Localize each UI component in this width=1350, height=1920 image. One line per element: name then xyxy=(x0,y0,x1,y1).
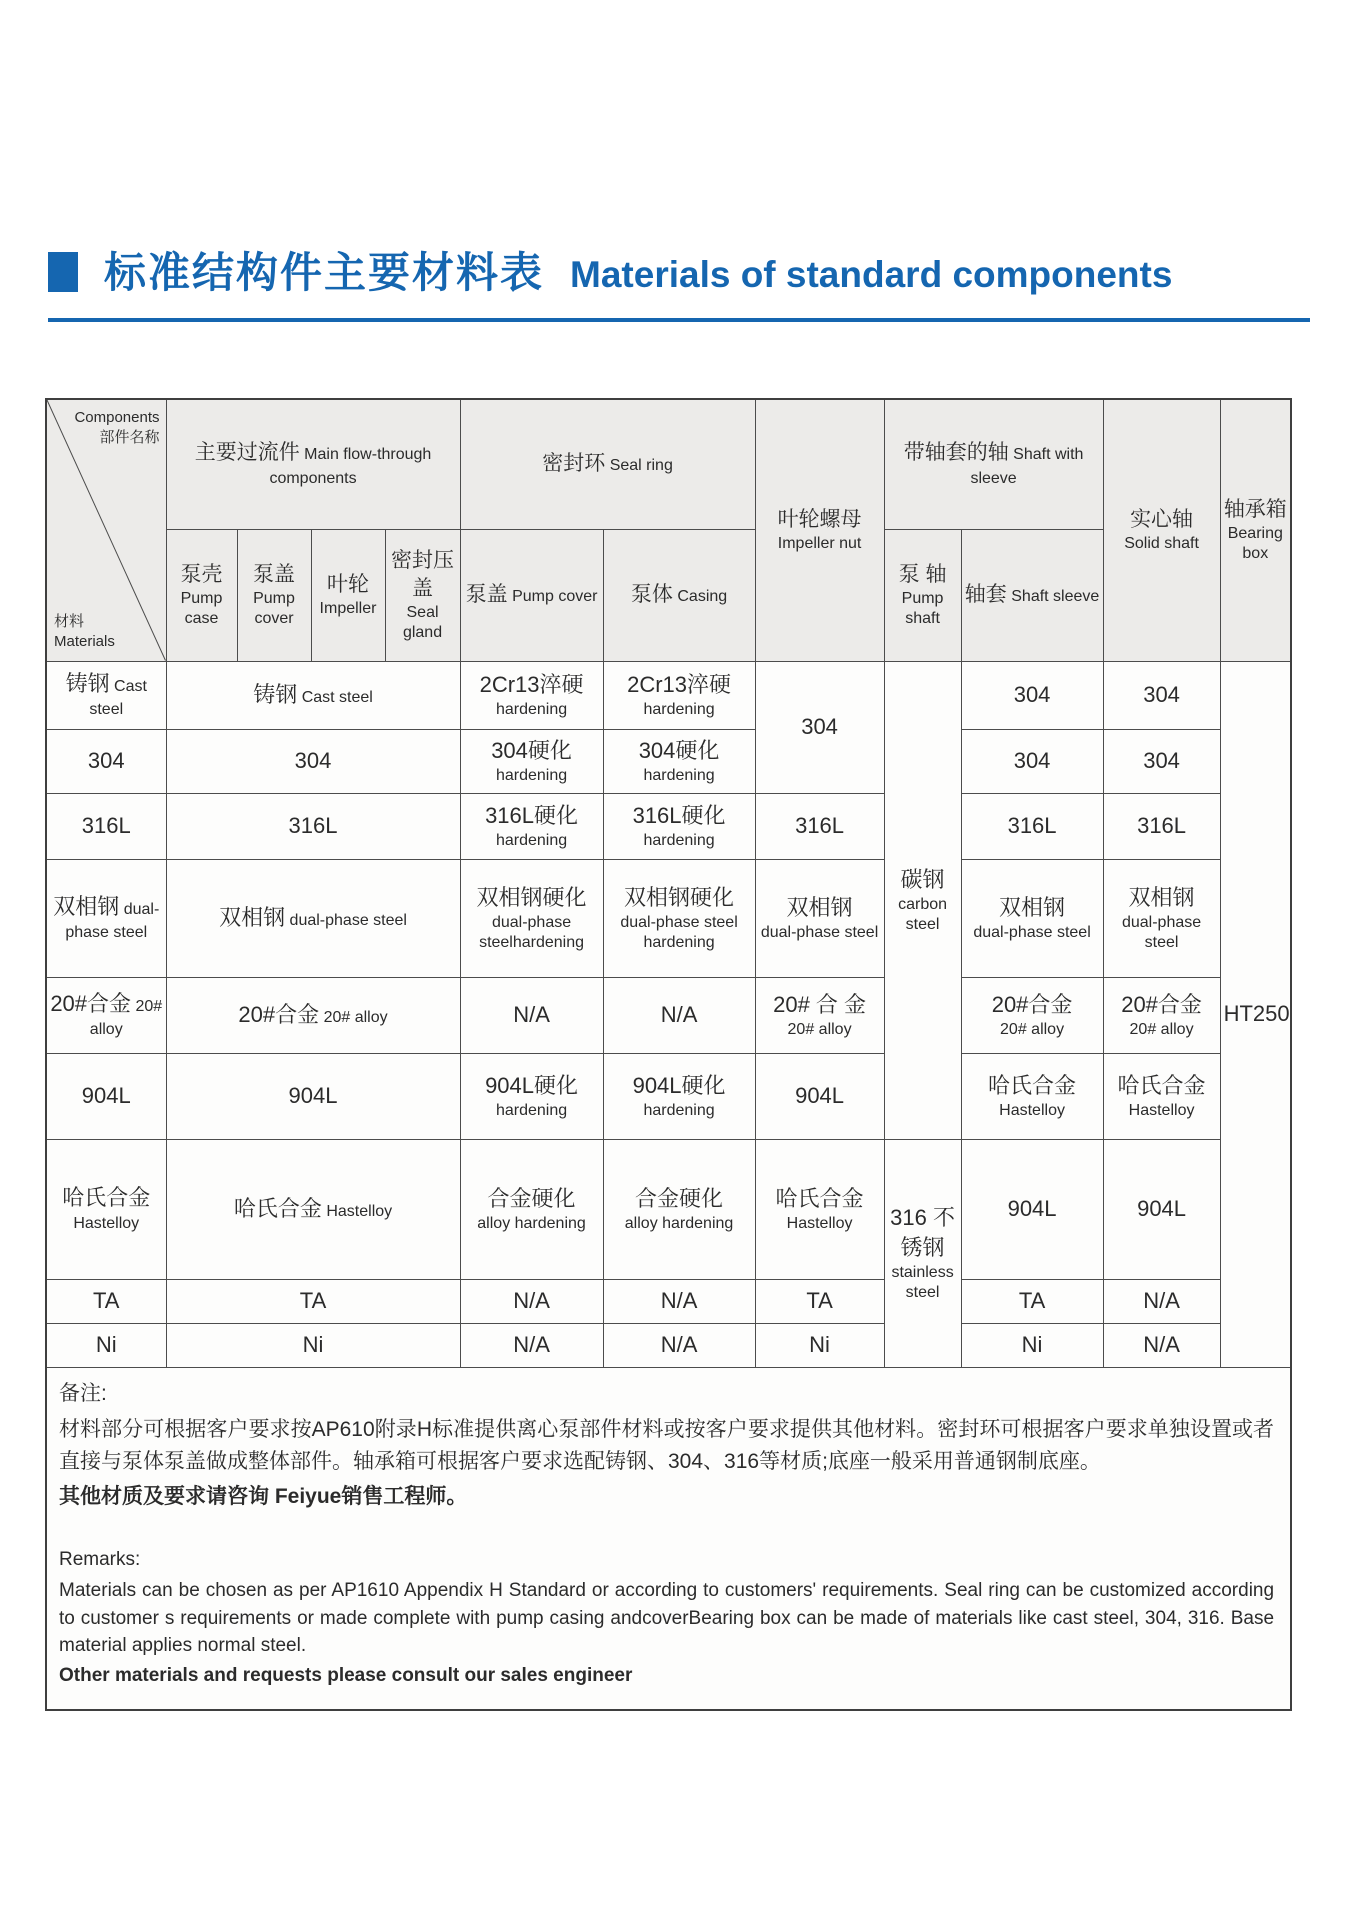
cell-sleeve: TA xyxy=(961,1279,1103,1323)
page-title xyxy=(48,249,1173,296)
cell-sleeve: 双相钢 dual-phase steel xyxy=(961,859,1103,977)
cell-impeller-nut: 20# 合 金 20# alloy xyxy=(755,977,884,1053)
group-seal-ring: 密封环 Seal ring xyxy=(460,399,755,529)
table-row xyxy=(46,859,1291,977)
cell-sleeve: 904L xyxy=(961,1139,1103,1279)
remarks-section xyxy=(46,1367,1291,1710)
table-row xyxy=(46,1279,1291,1323)
cell-impeller-nut: 双相钢 dual-phase steel xyxy=(755,859,884,977)
cell-material: 904L xyxy=(46,1053,166,1139)
cell-impeller-nut: 904L xyxy=(755,1053,884,1139)
remarks-body-cn: 材料部分可根据客户要求按AP610附录H标准提供离心泵部件材料或按客户要求提供其他材料。密封环可根据客户要求单独设置或者直接与泵体泵盖做成整体部件。轴承箱可根据客户要求选配铸钢、304、316等材质;底座一般采用普通钢制底座。 xyxy=(59,1417,1275,1474)
cell-impeller-nut: TA xyxy=(755,1279,884,1323)
cell-seal-cover: 合金硬化 alloy hardening xyxy=(460,1139,603,1279)
sub-seal-ring-casing: 泵体 Casing xyxy=(603,529,755,661)
cell-seal-cover: N/A xyxy=(460,1323,603,1367)
group-solid-shaft: 实心轴 Solid shaft xyxy=(1103,399,1220,661)
title-bullet-icon xyxy=(48,252,78,292)
title-underline xyxy=(48,318,1310,322)
sub-pump-shaft: 泵 轴 Pump shaft xyxy=(884,529,961,661)
cell-impeller-nut-merged: 304 xyxy=(755,661,884,793)
cell-seal-cover: 双相钢硬化 dual-phase steelhardening xyxy=(460,859,603,977)
cell-seal-cover: 304硬化 hardening xyxy=(460,729,603,793)
corner-materials-label: 材料 Materials xyxy=(54,613,115,651)
cell-main-flow: 20#合金 20# alloy xyxy=(166,977,460,1053)
cell-material: TA xyxy=(46,1279,166,1323)
cell-seal-casing: N/A xyxy=(603,1279,755,1323)
table-row xyxy=(46,977,1291,1053)
cell-sleeve: Ni xyxy=(961,1323,1103,1367)
sub-pump-cover: 泵盖 Pump cover xyxy=(237,529,311,661)
cell-material: 铸钢 Cast steel xyxy=(46,661,166,729)
sub-pump-case: 泵壳 Pump case xyxy=(166,529,237,661)
cell-seal-casing: N/A xyxy=(603,1323,755,1367)
cell-seal-casing: 合金硬化 alloy hardening xyxy=(603,1139,755,1279)
cell-main-flow: 904L xyxy=(166,1053,460,1139)
group-main-flow: 主要过流件 Main flow-through components xyxy=(166,399,460,529)
table-row xyxy=(46,793,1291,859)
cell-pump-shaft-stainless: 316 不锈钢 stainless steel xyxy=(884,1139,961,1367)
cell-impeller-nut: 哈氏合金 Hastelloy xyxy=(755,1139,884,1279)
cell-seal-cover: 904L硬化 hardening xyxy=(460,1053,603,1139)
cell-solid: 304 xyxy=(1103,729,1220,793)
cell-sleeve: 304 xyxy=(961,729,1103,793)
cell-seal-casing: 316L硬化 hardening xyxy=(603,793,755,859)
page-title-en: Materials of standard components xyxy=(570,254,1173,295)
sub-seal-ring-pump-cover: 泵盖 Pump cover xyxy=(460,529,603,661)
cell-main-flow: Ni xyxy=(166,1323,460,1367)
cell-solid: 304 xyxy=(1103,661,1220,729)
cell-seal-cover: 316L硬化 hardening xyxy=(460,793,603,859)
cell-seal-casing: 2Cr13淬硬 hardening xyxy=(603,661,755,729)
cell-bearing-box-merged: HT250 xyxy=(1220,661,1291,1367)
remarks-body-en: Materials can be chosen as per AP1610 Appendix H Standard or according to customers' requirements. Seal ring can be customized according to customer s requirements or made complete with pump casing andcoverBearing box can be made of materials like cast steel, 304, 316. Base material applies normal steel. xyxy=(59,1580,1275,1657)
cell-main-flow: 304 xyxy=(166,729,460,793)
cell-seal-casing: 904L硬化 hardening xyxy=(603,1053,755,1139)
cell-sleeve: 316L xyxy=(961,793,1103,859)
cell-solid: N/A xyxy=(1103,1279,1220,1323)
table-row xyxy=(46,1139,1291,1279)
corner-components-label: Components 部件名称 xyxy=(74,409,160,447)
table-row xyxy=(46,661,1291,729)
cell-solid: 双相钢 dual-phase steel xyxy=(1103,859,1220,977)
cell-material: 316L xyxy=(46,793,166,859)
cell-impeller-nut: 316L xyxy=(755,793,884,859)
cell-material: 双相钢 dual-phase steel xyxy=(46,859,166,977)
sub-seal-gland: 密封压盖 Seal gland xyxy=(385,529,460,661)
remarks-label-en: Remarks: xyxy=(59,1549,141,1571)
cell-seal-casing: N/A xyxy=(603,977,755,1053)
remarks-row xyxy=(46,1367,1291,1710)
cell-main-flow: 双相钢 dual-phase steel xyxy=(166,859,460,977)
sub-shaft-sleeve: 轴套 Shaft sleeve xyxy=(961,529,1103,661)
cell-seal-casing: 双相钢硬化 dual-phase steel hardening xyxy=(603,859,755,977)
cell-impeller-nut: Ni xyxy=(755,1323,884,1367)
cell-main-flow: 铸钢 Cast steel xyxy=(166,661,460,729)
cell-sleeve: 304 xyxy=(961,661,1103,729)
cell-solid: N/A xyxy=(1103,1323,1220,1367)
group-bearing-box: 轴承箱 Bearing box xyxy=(1220,399,1291,661)
cell-sleeve: 20#合金 20# alloy xyxy=(961,977,1103,1053)
cell-material: 304 xyxy=(46,729,166,793)
cell-material: 哈氏合金 Hastelloy xyxy=(46,1139,166,1279)
cell-solid: 316L xyxy=(1103,793,1220,859)
header-row-groups xyxy=(46,399,1291,529)
cell-seal-cover: N/A xyxy=(460,1279,603,1323)
table-row xyxy=(46,729,1291,793)
cell-solid: 904L xyxy=(1103,1139,1220,1279)
sub-impeller: 叶轮 Impeller xyxy=(311,529,385,661)
page-title-cn: 标准结构件主要材料表 xyxy=(104,249,545,296)
corner-cell xyxy=(46,399,166,661)
cell-main-flow: TA xyxy=(166,1279,460,1323)
materials-table xyxy=(45,398,1292,1711)
cell-seal-cover: 2Cr13淬硬 hardening xyxy=(460,661,603,729)
group-shaft-with-sleeve: 带轴套的轴 Shaft with sleeve xyxy=(884,399,1103,529)
remarks-bold-cn: 其他材质及要求请咨询 Feiyue销售工程师。 xyxy=(59,1484,468,1508)
cell-seal-casing: 304硬化 hardening xyxy=(603,729,755,793)
cell-pump-shaft-carbon-steel: 碳钢 carbon steel xyxy=(884,661,961,1139)
remarks-label-cn: 备注: xyxy=(59,1381,107,1405)
cell-seal-cover: N/A xyxy=(460,977,603,1053)
cell-main-flow: 316L xyxy=(166,793,460,859)
table-row xyxy=(46,1323,1291,1367)
cell-solid: 20#合金 20# alloy xyxy=(1103,977,1220,1053)
group-impeller-nut: 叶轮螺母 Impeller nut xyxy=(755,399,884,661)
cell-material: 20#合金 20# alloy xyxy=(46,977,166,1053)
cell-material: Ni xyxy=(46,1323,166,1367)
cell-solid: 哈氏合金 Hastelloy xyxy=(1103,1053,1220,1139)
cell-main-flow: 哈氏合金 Hastelloy xyxy=(166,1139,460,1279)
table-row xyxy=(46,1053,1291,1139)
cell-sleeve: 哈氏合金 Hastelloy xyxy=(961,1053,1103,1139)
remarks-bold-en: Other materials and requests please consult our sales engineer xyxy=(59,1664,633,1686)
